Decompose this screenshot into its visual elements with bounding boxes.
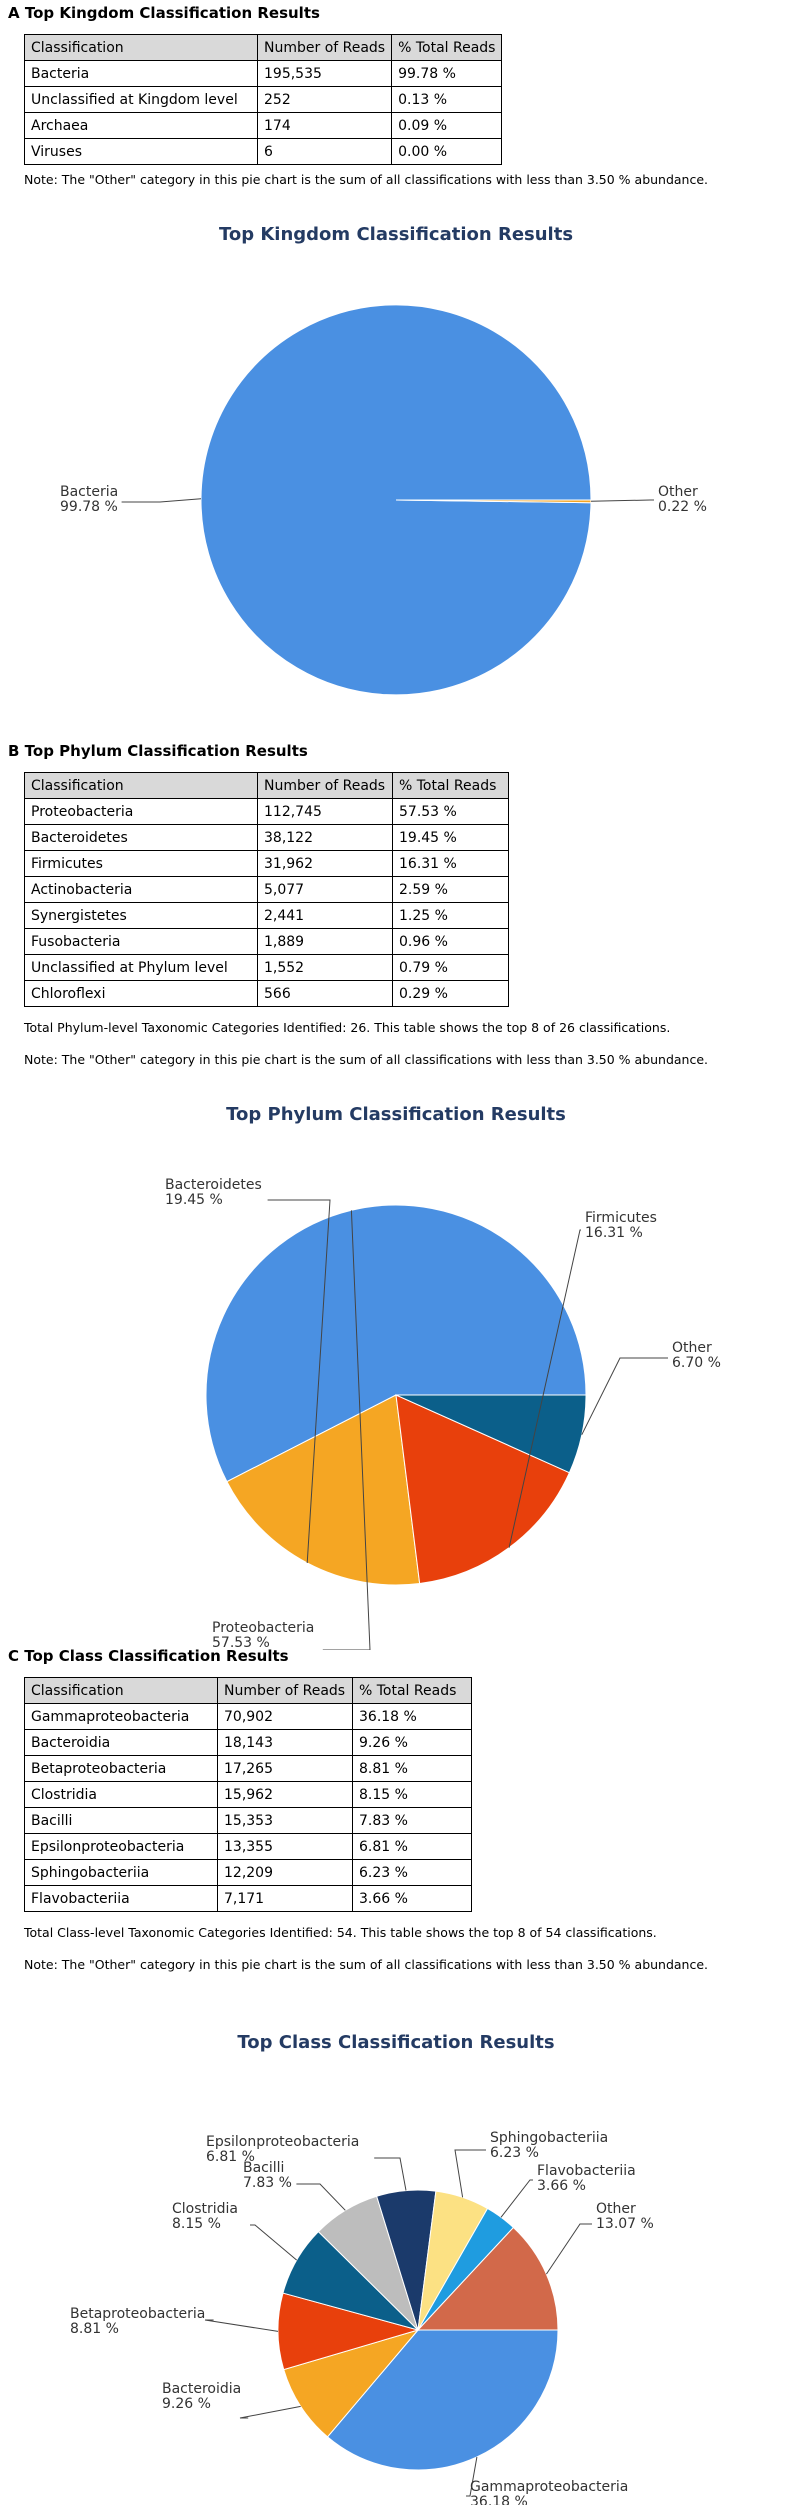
slice-percent-gammaproteobacteria: 36.18 % bbox=[470, 2494, 528, 2505]
table-row bbox=[25, 1860, 472, 1886]
table-cell: 8.81 % bbox=[353, 1756, 472, 1782]
table-cell: 7,171 bbox=[218, 1886, 353, 1912]
table-row bbox=[25, 877, 509, 903]
table-cell: 0.96 % bbox=[393, 929, 509, 955]
leader-line-clostridia bbox=[250, 2225, 297, 2260]
table-cell: Proteobacteria bbox=[25, 799, 258, 825]
table-cell: 2,441 bbox=[258, 903, 393, 929]
table-cell: Bacteroidia bbox=[25, 1730, 218, 1756]
table-cell: 15,353 bbox=[218, 1808, 353, 1834]
leader-line-sphingobacteriia bbox=[455, 2150, 486, 2197]
slice-label-sphingobacteriia: Sphingobacteriia bbox=[490, 2130, 609, 2146]
section-title bbox=[8, 1647, 289, 1665]
header-percent: % Total Reads bbox=[392, 35, 502, 61]
chart-title: Top Kingdom Classification Results bbox=[218, 224, 574, 245]
class-table bbox=[24, 1677, 472, 1912]
slice-label-other: Other bbox=[672, 1340, 712, 1356]
table-cell: 1,552 bbox=[258, 955, 393, 981]
table-cell: 19.45 % bbox=[393, 825, 509, 851]
slice-label-gammaproteobacteria: Gammaproteobacteria bbox=[470, 2479, 629, 2495]
table-row bbox=[25, 929, 509, 955]
section-heading: Top Phylum Classification Results bbox=[24, 742, 308, 760]
table-cell: 17,265 bbox=[218, 1756, 353, 1782]
table-cell: Clostridia bbox=[25, 1782, 218, 1808]
table-cell: 195,535 bbox=[258, 61, 392, 87]
slice-percent-bacteroidetes: 19.45 % bbox=[165, 1192, 223, 1208]
table-cell: 36.18 % bbox=[353, 1704, 472, 1730]
slice-label-proteobacteria: Proteobacteria bbox=[212, 1620, 315, 1636]
table-caption: Total Class-level Taxonomic Categories Identified: 54. This table shows the top 8 of 54 classifications. bbox=[24, 1925, 657, 1940]
section-heading: Top Kingdom Classification Results bbox=[24, 4, 320, 22]
table-cell: Firmicutes bbox=[25, 851, 258, 877]
table-cell: 5,077 bbox=[258, 877, 393, 903]
table-row bbox=[25, 1886, 472, 1912]
slice-percent-flavobacteriia: 3.66 % bbox=[537, 2178, 586, 2194]
table-cell: 6.81 % bbox=[353, 1834, 472, 1860]
header-classification: Classification bbox=[25, 35, 258, 61]
table-cell: 70,902 bbox=[218, 1704, 353, 1730]
table-cell: 112,745 bbox=[258, 799, 393, 825]
table-cell: 18,143 bbox=[218, 1730, 353, 1756]
slice-percent-epsilonproteobacteria: 6.81 % bbox=[206, 2149, 255, 2165]
table-row bbox=[25, 903, 509, 929]
table-cell: Unclassified at Kingdom level bbox=[25, 87, 258, 113]
table-cell: Bacteria bbox=[25, 61, 258, 87]
table-cell: 38,122 bbox=[258, 825, 393, 851]
leader-line-betaproteobacteria bbox=[205, 2320, 278, 2331]
table-cell: 7.83 % bbox=[353, 1808, 472, 1834]
leader-line-other bbox=[546, 2224, 592, 2274]
table-cell: 12,209 bbox=[218, 1860, 353, 1886]
table-cell: Bacteroidetes bbox=[25, 825, 258, 851]
slice-label-clostridia: Clostridia bbox=[172, 2201, 239, 2217]
table-cell: 566 bbox=[258, 981, 393, 1007]
table-cell: Viruses bbox=[25, 139, 258, 165]
slice-label-other: Other bbox=[658, 484, 698, 500]
table-cell: Actinobacteria bbox=[25, 877, 258, 903]
slice-percent-proteobacteria: 57.53 % bbox=[212, 1635, 270, 1650]
table-cell: 252 bbox=[258, 87, 392, 113]
slice-label-flavobacteriia: Flavobacteriia bbox=[537, 2163, 636, 2179]
chart-title: Top Class Classification Results bbox=[237, 2032, 555, 2053]
table-cell: 174 bbox=[258, 113, 392, 139]
table-cell: 15,962 bbox=[218, 1782, 353, 1808]
leader-line-bacteria bbox=[122, 499, 201, 502]
table-header-row bbox=[25, 773, 509, 799]
header-reads: Number of Reads bbox=[258, 773, 393, 799]
kingdom-pie-chart bbox=[0, 210, 791, 730]
table-row bbox=[25, 1704, 472, 1730]
table-note: Note: The "Other" category in this pie chart is the sum of all classifications with less than 3.50 % abundance. bbox=[24, 1957, 709, 1972]
chart-title: Top Phylum Classification Results bbox=[226, 1104, 566, 1125]
slice-percent-bacteria: 99.78 % bbox=[60, 499, 118, 515]
table-cell: Unclassified at Phylum level bbox=[25, 955, 258, 981]
table-cell: 0.13 % bbox=[392, 87, 502, 113]
section-letter: A bbox=[8, 4, 20, 22]
table-cell: Gammaproteobacteria bbox=[25, 1704, 218, 1730]
table-cell: 9.26 % bbox=[353, 1730, 472, 1756]
table-cell: Chloroflexi bbox=[25, 981, 258, 1007]
leader-line-flavobacteriia bbox=[501, 2180, 533, 2217]
table-row bbox=[25, 825, 509, 851]
table-row bbox=[25, 87, 502, 113]
slice-label-bacilli: Bacilli bbox=[243, 2160, 285, 2176]
slice-percent-betaproteobacteria: 8.81 % bbox=[70, 2321, 119, 2337]
slice-percent-firmicutes: 16.31 % bbox=[585, 1225, 643, 1241]
leader-line-other bbox=[591, 500, 654, 501]
table-row bbox=[25, 955, 509, 981]
table-header-row bbox=[25, 35, 502, 61]
table-note: Note: The "Other" category in this pie chart is the sum of all classifications with less than 3.50 % abundance. bbox=[24, 1052, 709, 1067]
header-reads: Number of Reads bbox=[218, 1678, 353, 1704]
table-cell: 0.29 % bbox=[393, 981, 509, 1007]
slice-percent-bacteroidia: 9.26 % bbox=[162, 2396, 211, 2412]
table-row bbox=[25, 113, 502, 139]
table-row bbox=[25, 1808, 472, 1834]
slice-label-bacteroidetes: Bacteroidetes bbox=[165, 1177, 262, 1193]
table-cell: Bacilli bbox=[25, 1808, 218, 1834]
table-cell: 16.31 % bbox=[393, 851, 509, 877]
table-cell: 0.00 % bbox=[392, 139, 502, 165]
table-row bbox=[25, 1730, 472, 1756]
leader-line-epsilonproteobacteria bbox=[374, 2158, 406, 2191]
leader-line-bacilli bbox=[296, 2184, 345, 2210]
slice-label-bacteroidia: Bacteroidia bbox=[162, 2381, 242, 2397]
table-cell: 0.79 % bbox=[393, 955, 509, 981]
table-row bbox=[25, 799, 509, 825]
table-row bbox=[25, 851, 509, 877]
section-heading: Top Class Classification Results bbox=[24, 1647, 289, 1665]
table-caption: Total Phylum-level Taxonomic Categories Identified: 26. This table shows the top 8 of 26 classifications. bbox=[24, 1020, 671, 1035]
header-reads: Number of Reads bbox=[258, 35, 392, 61]
slice-label-betaproteobacteria: Betaproteobacteria bbox=[70, 2306, 206, 2322]
table-row bbox=[25, 1834, 472, 1860]
table-cell: 57.53 % bbox=[393, 799, 509, 825]
table-row bbox=[25, 139, 502, 165]
slice-label-other: Other bbox=[596, 2201, 636, 2217]
class-pie-chart bbox=[0, 2000, 791, 2505]
section-letter: B bbox=[8, 742, 20, 760]
table-row bbox=[25, 981, 509, 1007]
table-header-row bbox=[25, 1678, 472, 1704]
table-cell: 6.23 % bbox=[353, 1860, 472, 1886]
leader-line-other bbox=[582, 1358, 668, 1435]
table-row bbox=[25, 1782, 472, 1808]
table-cell: 13,355 bbox=[218, 1834, 353, 1860]
phylum-table bbox=[24, 772, 509, 1007]
header-classification: Classification bbox=[25, 1678, 218, 1704]
header-classification: Classification bbox=[25, 773, 258, 799]
slice-percent-bacilli: 7.83 % bbox=[243, 2175, 292, 2191]
table-cell: Archaea bbox=[25, 113, 258, 139]
slice-percent-clostridia: 8.15 % bbox=[172, 2216, 221, 2232]
table-cell: 6 bbox=[258, 139, 392, 165]
section-letter: C bbox=[8, 1647, 20, 1665]
table-cell: Sphingobacteriia bbox=[25, 1860, 218, 1886]
header-percent: % Total Reads bbox=[393, 773, 509, 799]
table-cell: 1,889 bbox=[258, 929, 393, 955]
table-cell: 8.15 % bbox=[353, 1782, 472, 1808]
table-cell: Synergistetes bbox=[25, 903, 258, 929]
table-cell: Betaproteobacteria bbox=[25, 1756, 218, 1782]
table-cell: 99.78 % bbox=[392, 61, 502, 87]
table-cell: 2.59 % bbox=[393, 877, 509, 903]
table-cell: 0.09 % bbox=[392, 113, 502, 139]
slice-label-epsilonproteobacteria: Epsilonproteobacteria bbox=[206, 2134, 360, 2150]
table-cell: Flavobacteriia bbox=[25, 1886, 218, 1912]
slice-label-firmicutes: Firmicutes bbox=[585, 1210, 657, 1226]
slice-percent-other: 13.07 % bbox=[596, 2216, 654, 2232]
table-note: Note: The "Other" category in this pie chart is the sum of all classifications with less than 3.50 % abundance. bbox=[24, 172, 709, 187]
slice-label-bacteria: Bacteria bbox=[60, 484, 119, 500]
table-cell: 3.66 % bbox=[353, 1886, 472, 1912]
leader-line-bacteroidia bbox=[240, 2406, 301, 2418]
phylum-pie-chart bbox=[0, 1090, 791, 1650]
section-title bbox=[8, 742, 308, 760]
section-title bbox=[8, 4, 320, 22]
table-row bbox=[25, 1756, 472, 1782]
table-cell: Fusobacteria bbox=[25, 929, 258, 955]
table-cell: 31,962 bbox=[258, 851, 393, 877]
table-row bbox=[25, 61, 502, 87]
kingdom-table bbox=[24, 34, 502, 165]
table-cell: 1.25 % bbox=[393, 903, 509, 929]
header-percent: % Total Reads bbox=[353, 1678, 472, 1704]
slice-percent-other: 0.22 % bbox=[658, 499, 707, 515]
slice-percent-sphingobacteriia: 6.23 % bbox=[490, 2145, 539, 2161]
table-cell: Epsilonproteobacteria bbox=[25, 1834, 218, 1860]
slice-percent-other: 6.70 % bbox=[672, 1355, 721, 1371]
